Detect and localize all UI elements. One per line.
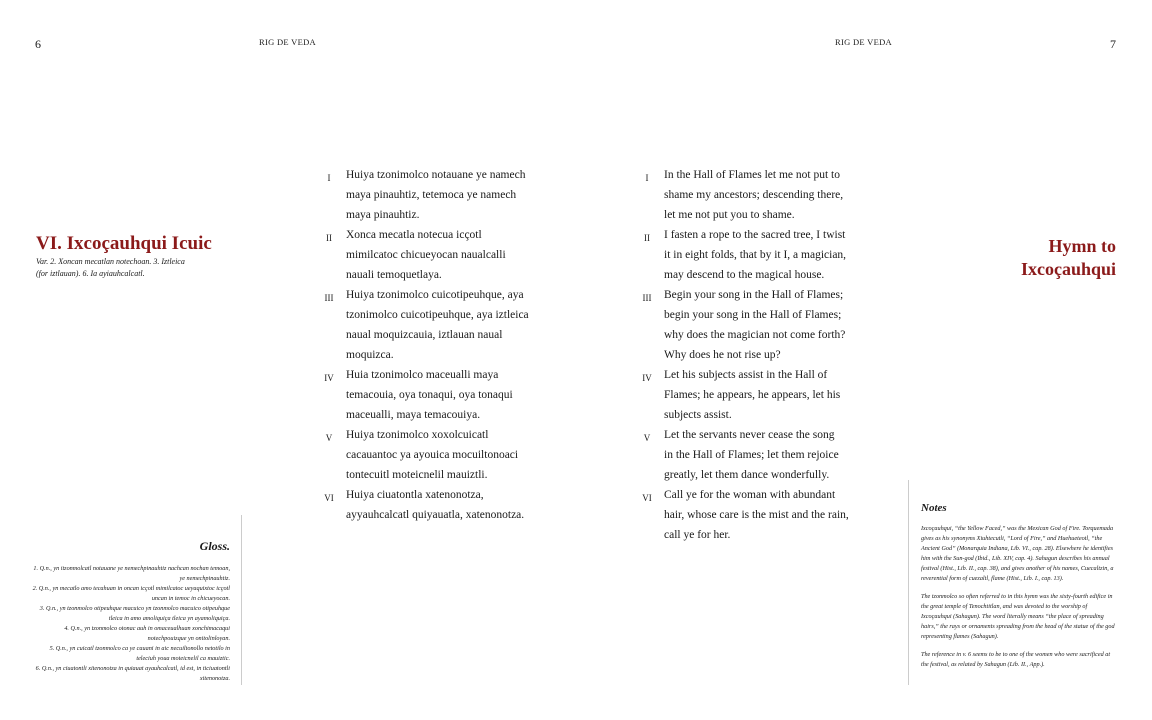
original-verse — [322, 365, 529, 425]
right-page-number: 7 — [1110, 37, 1116, 51]
verse-line: maya pinauhtiz, tetemoca ye namech — [346, 189, 517, 201]
original-verse — [322, 285, 529, 365]
verse-number: IV — [642, 373, 652, 383]
verse-line: naual moquizcauia, iztlauan naual — [346, 329, 503, 341]
verse-line: begin your song in the Hall of Flames; — [664, 309, 842, 321]
verse-line: greatly, let them dance wonderfully. — [664, 469, 830, 481]
gloss-item: 5. Q.n., yn cuicatl tzonmolco ca ye cauani in aic necuiltonollo netotilo in teleciuh youa moteicnelil ca mauiztic. — [49, 645, 230, 662]
verse-line: Why does he not rise up? — [664, 349, 781, 361]
original-verse — [322, 225, 529, 285]
left-page-number: 6 — [35, 37, 41, 51]
verse-number: IV — [324, 373, 334, 383]
verse-line: tontecuitl moteicnelil mauiztli. — [346, 469, 488, 481]
verse-line: Begin your song in the Hall of Flames; — [664, 289, 844, 301]
notes-body — [921, 524, 1117, 678]
verse-line: subjects assist. — [664, 409, 732, 421]
right-running-head: RIG DE VEDA — [835, 37, 892, 47]
verse-number: VI — [324, 493, 334, 503]
verse-line: in the Hall of Flames; let them rejoice — [664, 449, 839, 461]
title-line: Hymn to — [1048, 236, 1116, 256]
verse-line: call ye for her. — [664, 529, 731, 541]
verse-line: moquizca. — [346, 349, 394, 361]
verse-number: V — [325, 433, 333, 443]
verse-number: VI — [642, 493, 652, 503]
verse-number: III — [324, 293, 334, 303]
verse-number: I — [327, 173, 331, 183]
left-running-head: RIG DE VEDA — [259, 37, 316, 47]
notes-heading: Notes — [921, 502, 947, 514]
verse-line: I fasten a rope to the sacred tree, I twist — [664, 229, 846, 241]
verse-line: Huiya tzonimolco cuicotipeuhque, aya — [346, 289, 524, 301]
verse-line: In the Hall of Flames let me not put to — [664, 169, 840, 181]
original-verse — [322, 165, 529, 225]
hymn-title-original: VI. Ixcoçauhqui Icuic — [36, 233, 212, 254]
notes-paragraph: The reference in v. 6 seems to be to one of the women who were sacrificed at the festival, as related by Sahagun (Lib. II., App.). — [921, 651, 1111, 668]
verse-line: nauali temoquetlaya. — [346, 269, 442, 281]
verse-line: temacouia, oya tonaqui, oya tonaqui — [346, 389, 513, 401]
verse-number: I — [645, 173, 649, 183]
verse-line: Huiya tzonimolco xoxolcuicatl — [346, 429, 489, 441]
verse-line: Xonca mecatla notecua icçotl — [346, 229, 482, 241]
verse-number: II — [326, 233, 332, 243]
verse-line: Let the servants never cease the song — [664, 429, 835, 441]
gloss-item: 2. Q.n., yn mecatlo amo tecahuan in oncan icçotl mimilcatoc ueyaquixtoc icçotl uncan in temoc in chicueyocan. — [32, 585, 230, 602]
verse-line: Call ye for the woman with abundant — [664, 489, 836, 501]
verse-number: II — [644, 233, 650, 243]
gloss-item: 3. Q.n., yn tzonmolco otipeuhque macuico yn tzonmolco macuico otipeuhque tleica in amo amoliquiça tleica yn ayamoliquiça. — [39, 605, 230, 622]
verse-line: cacauantoc ya ayouica mocuiltonoaci — [346, 449, 519, 461]
verse-number: V — [643, 433, 651, 443]
verse-line: maceualli, maya temacouiya. — [346, 409, 481, 421]
verse-line: Huiya ciuatontla xatenonotza, — [346, 489, 484, 501]
verse-number: III — [642, 293, 652, 303]
original-verses — [322, 165, 529, 525]
verse-line: maya pinauhtiz. — [346, 209, 420, 221]
translation-verses — [640, 165, 849, 545]
original-verse — [322, 425, 529, 485]
notes-divider — [908, 480, 909, 685]
verse-line: hair, whose care is the mist and the rain, — [664, 509, 849, 521]
translation-verse — [640, 365, 849, 425]
gloss-item: 1. Q.n., yn itzonmolcatl notauane ye nemechpinauhtiz nachcan nochan temoan, ye nemechpinauhtiz. — [33, 565, 230, 582]
translation-verse — [640, 425, 849, 485]
translation-verse — [640, 165, 849, 225]
variant-readings: Var. 2. Xoncan mecatlan notechoan. 3. Iztleica (for iztlauan). 6. Ia ayiauhcalcatl. — [36, 257, 185, 278]
hymn-title-translation — [1021, 235, 1116, 281]
gloss-list — [30, 564, 230, 684]
translation-verse — [640, 285, 849, 365]
original-verse — [322, 485, 529, 525]
title-line: Ixcoçauhqui — [1020, 259, 1116, 279]
verse-line: mimilcatoc chicueyocan naualcalli — [346, 249, 506, 261]
verse-line: Flames; he appears, he appears, let his — [664, 389, 841, 401]
verse-line: let me not put you to shame. — [664, 209, 795, 221]
verse-line: tzonimolco cuicotipeuhque, aya iztleica — [346, 309, 529, 321]
verse-line: it in eight folds, that by it I, a magician, — [664, 249, 847, 261]
verse-line: may descend to the magical house. — [664, 269, 825, 281]
notes-paragraph: The tzonmolco so often referred to in this hymn was the sixty-fourth edifice in the great temple of Tenochtitlan, and was devoted to the worship of Ixcoçauhqui (Sahagun). The word literally means “the place of spreading hairs,” the rays or ornaments spreading from the head of the statue of the god representing flames (Sahagun). — [921, 593, 1115, 640]
verse-line: ayyauhcalcatl quiyauatla, xatenonotza. — [346, 509, 525, 521]
verse-line: Huiya tzonimolco notauane ye namech — [346, 169, 526, 181]
verse-line: Let his subjects assist in the Hall of — [664, 369, 828, 381]
gloss-item: 6. Q.n., yn ciuatontli xitenonotza in quiauat ayauhcalcatl, id est, in ticiuatontli xitenonotza. — [35, 665, 230, 682]
verse-line: Huia tzonimolco maceualli maya — [346, 369, 499, 381]
verse-line: shame my ancestors; descending there, — [664, 189, 844, 201]
verse-line: why does the magician not come forth? — [664, 329, 846, 341]
notes-paragraph: Ixcoçauhqui, “the Yellow Faced,” was the Mexican God of Fire. Torquemada gives as his synonyms Xiuhtecutli, “Lord of Fire,” and Huehueteotl, “the Ancient God” (Monarquia Indiana, Lib. VI., cap. 28). Elsewhere he identifies him with the Sun-god (Ibid., Lib. XIV, cap. 4). Sahagun describes his annual festival (Hist., Lib. II., cap. 38), and gives another of his names, Cuecaltzin, a reverential form of cuezaltl, flame (Hist., Lib. I., cap. 13). — [921, 525, 1114, 582]
gloss-item: 4. Q.n., yn tzonmolco otonac auh in omaceualhuan xonchimacaqui notechpouizque yn onitolinloyan. — [64, 625, 230, 642]
gloss-heading: Gloss. — [199, 539, 230, 553]
translation-verse — [640, 225, 849, 285]
translation-verse — [640, 485, 849, 545]
gloss-divider — [241, 515, 242, 685]
